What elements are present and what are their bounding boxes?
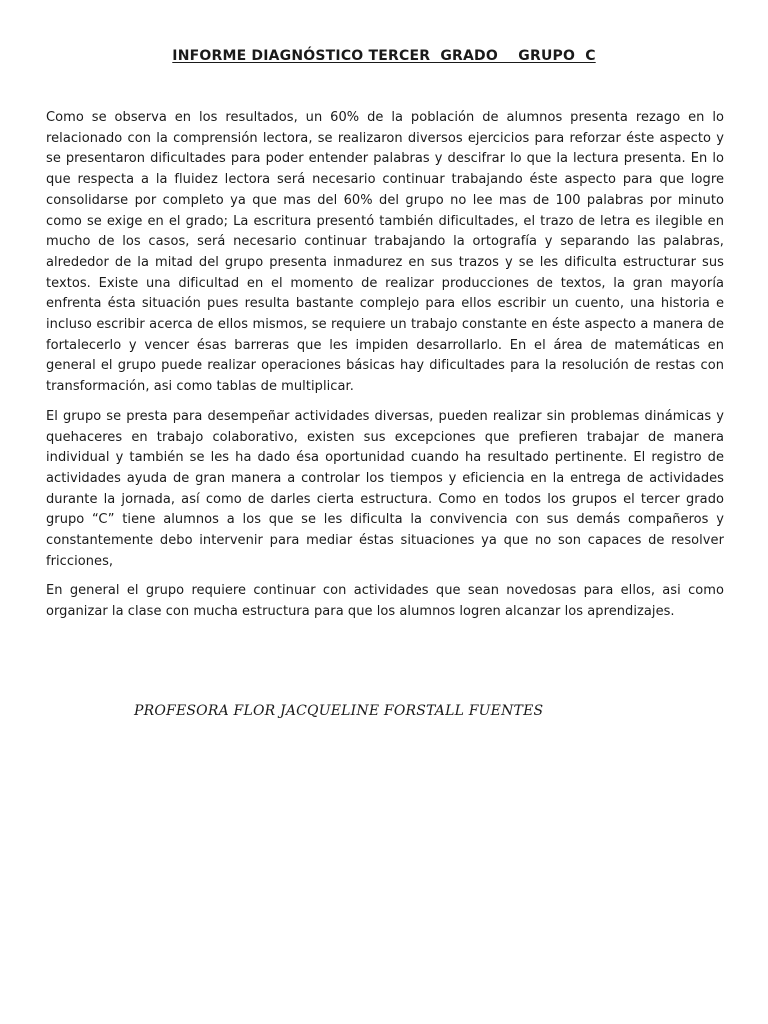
document-title: INFORME DIAGNÓSTICO TERCER GRADO GRUPO C (172, 48, 596, 64)
paragraph-conclusion: En general el grupo requiere continuar con actividades que sean novedosas para ellos, asi como organizar la clase con mucha estructura para que los alumnos logren alcanzar los aprendizajes. (46, 583, 724, 620)
document-body (46, 108, 724, 632)
paragraph-group-behavior: El grupo se presta para desempeñar actividades diversas, pueden realizar sin problemas dinámicas y quehaceres en trabajo colaborativo, existen sus excepciones que prefieren trabajar de manera individual y también se les ha dado ésa oportunidad cuando ha resultado pertinente. El registro de actividades ayuda de gran manera a controlar los tiempos y eficiencia en la entrega de actividades durante la jornada, así como de darles cierta estructura. Como en todos los grupos el tercer grado grupo “C” tiene alumnos a los que se les dificulta la convivencia con sus demás compañeros y constantemente debo intervenir para mediar éstas situaciones ya que no son capaces de resolver fricciones, (46, 408, 724, 569)
teacher-signature: PROFESORA FLOR JACQUELINE FORSTALL FUENTES (134, 703, 544, 719)
paragraph-diagnosis: Como se observa en los resultados, un 60% de la población de alumnos presenta rezago en lo relacionado con la comprensión lectora, se realizaron diversos ejercicios para reforzar éste aspecto y se presentaron dificultades para poder entender palabras y descifrar lo que la lectura presenta. En lo que respecta a la fluidez lectora será necesario continuar trabajando éste aspecto para que logre consolidarse por completo ya que mas del 60% del grupo no lee mas de 100 palabras por minuto como se exige en el grado; La escritura presentó también dificultades, el trazo de letra es ilegible en mucho de los casos, será necesario continuar trabajando la ortografía y separando las palabras, alrededor de la mitad del grupo presenta inmadurez en sus trazos y se les dificulta estructurar sus textos. Existe una dificultad en el momento de realizar producciones de textos, la gran mayoría enfrenta ésta situación pues resulta bastante complejo para ellos escribir un cuento, una historia e incluso escribir acerca de ellos mismos, se requiere un trabajo constante en éste aspecto a manera de fortalecerlo y vencer ésas barreras que les impiden desarrollarlo. En el área de matemáticas en general el grupo puede realizar operaciones básicas hay dificultades para la resolución de restas con transformación, asi como tablas de multiplicar. (46, 110, 724, 395)
